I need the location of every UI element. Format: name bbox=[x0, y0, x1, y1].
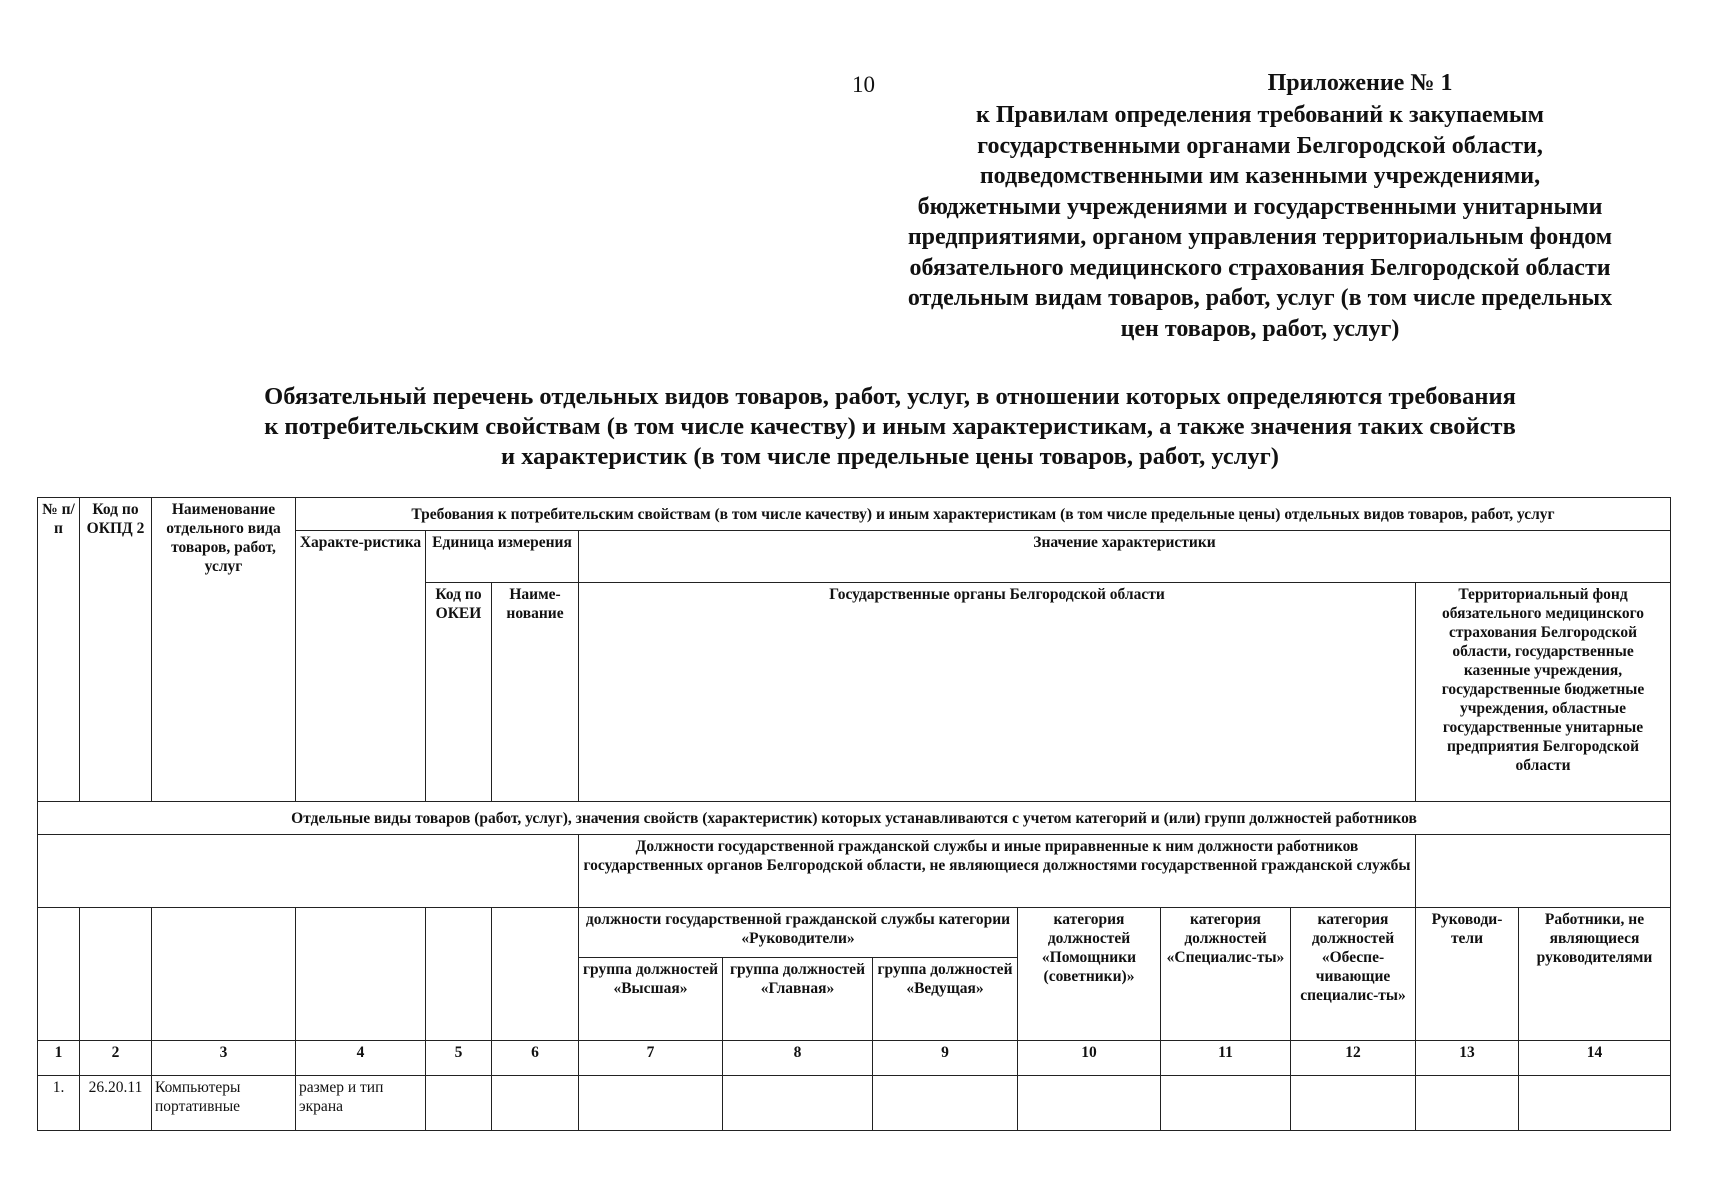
civil-service-header: Должности государственной гражданской службы и иные приравненные к ним должности работников государственных органов Белгородской области, не являющиеся должностями государственной гражданской службы bbox=[579, 835, 1416, 908]
column-number: 11 bbox=[1161, 1041, 1291, 1076]
empty-cell bbox=[1161, 1076, 1291, 1131]
group-leading-header: группа должностей «Ведущая» bbox=[873, 958, 1018, 1041]
table-row bbox=[38, 1076, 1671, 1131]
col-no-header: № п/п bbox=[38, 498, 80, 802]
fund-header: Территориальный фонд обязательного медицинского страхования Белгородской области, государственные казенные учреждения, государственные бюджетные учреждения, областные государственные унитарные предприятия Белгородской области bbox=[1416, 583, 1671, 802]
heads-header: Руководи-тели bbox=[1416, 908, 1519, 1041]
row-name: Компьютеры портативные bbox=[152, 1076, 296, 1131]
row-characteristic: размер и тип экрана bbox=[296, 1076, 426, 1131]
empty-cell bbox=[492, 908, 579, 1041]
heading-line: и характеристик (в том числе предельные цены товаров, работ, услуг) bbox=[501, 443, 1279, 470]
appendix-subtitle-line: цен товаров, работ, услуг) bbox=[1120, 315, 1400, 342]
column-number: 13 bbox=[1416, 1041, 1519, 1076]
column-number: 5 bbox=[426, 1041, 492, 1076]
requirements-header: Требования к потребительским свойствам (в том числе качеству) и иным характеристикам (в том числе предельные цены) отдельных видов товаров, работ, услуг bbox=[296, 498, 1671, 531]
column-number: 14 bbox=[1519, 1041, 1671, 1076]
separate-types-row: Отдельные виды товаров (работ, услуг), значения свойств (характеристик) которых устанавливаются с учетом категорий и (или) групп должностей работников bbox=[38, 802, 1671, 835]
cat-specialists-header: категория должностей «Специалис-ты» bbox=[1161, 908, 1291, 1041]
empty-cell bbox=[723, 1076, 873, 1131]
appendix-subtitle-line: подведомственными им казенными учреждениями, bbox=[979, 163, 1541, 189]
unit-header: Единица измерения bbox=[426, 531, 579, 583]
column-number: 10 bbox=[1018, 1041, 1161, 1076]
column-number: 1 bbox=[38, 1041, 80, 1076]
column-number: 9 bbox=[873, 1041, 1018, 1076]
appendix-subtitle-line: предприятиями, органом управления территориальным фондом bbox=[907, 224, 1613, 250]
appendix-subtitle-line: государственными органами Белгородской области, bbox=[977, 132, 1543, 159]
unit-name-header: Наиме-нование bbox=[492, 583, 579, 802]
empty-cell bbox=[1018, 1076, 1161, 1131]
heading-line: к потребительским свойствам (в том числе качеству) и иным характеристикам, а также значения таких свойств bbox=[264, 413, 1516, 440]
column-number: 2 bbox=[80, 1041, 152, 1076]
empty-cell bbox=[80, 908, 152, 1041]
heading-line: Обязательный перечень отдельных видов товаров, работ, услуг, в отношении которых определяются требования bbox=[264, 383, 1516, 410]
group-highest-header: группа должностей «Высшая» bbox=[579, 958, 723, 1041]
empty-cell bbox=[1416, 1076, 1519, 1131]
cat-support-header: категория должностей «Обеспе-чивающие специалис-ты» bbox=[1291, 908, 1416, 1041]
requirements-table bbox=[37, 497, 1671, 1131]
appendix-subtitle bbox=[860, 100, 1660, 344]
empty-cell bbox=[1416, 835, 1671, 908]
empty-cell bbox=[492, 1076, 579, 1131]
empty-cell bbox=[426, 908, 492, 1041]
empty-cell bbox=[1519, 1076, 1671, 1131]
appendix-subtitle-line: бюджетными учреждениями и государственными унитарными bbox=[917, 193, 1603, 220]
cat-assistants-header: категория должностей «Помощники (советники)» bbox=[1018, 908, 1161, 1041]
column-number: 12 bbox=[1291, 1041, 1416, 1076]
non-heads-header: Работники, не являющиеся руководителями bbox=[1519, 908, 1671, 1041]
col-okpd-header: Код по ОКПД 2 bbox=[80, 498, 152, 802]
empty-cell bbox=[1291, 1076, 1416, 1131]
appendix-title: Приложение № 1 bbox=[1267, 70, 1453, 96]
value-header: Значение характеристики bbox=[579, 531, 1671, 583]
appendix-subtitle-line: обязательного медицинского страхования Белгородской области bbox=[909, 254, 1611, 281]
empty-cell bbox=[38, 835, 579, 908]
characteristic-header: Характе-ристика bbox=[296, 531, 426, 802]
unit-code-header: Код по ОКЕИ bbox=[426, 583, 492, 802]
empty-cell bbox=[152, 908, 296, 1041]
col-name-header: Наименование отдельного вида товаров, работ, услуг bbox=[152, 498, 296, 802]
document-heading bbox=[140, 382, 1640, 472]
column-number: 8 bbox=[723, 1041, 873, 1076]
row-no: 1. bbox=[38, 1076, 80, 1131]
gov-bodies-header: Государственные органы Белгородской области bbox=[579, 583, 1416, 802]
column-number: 6 bbox=[492, 1041, 579, 1076]
appendix-subtitle-line: к Правилам определения требований к закупаемым bbox=[976, 102, 1544, 128]
empty-cell bbox=[873, 1076, 1018, 1131]
appendix-subtitle-line: отдельным видам товаров, работ, услуг (в том числе предельных bbox=[907, 285, 1613, 311]
empty-cell bbox=[426, 1076, 492, 1131]
column-number: 7 bbox=[579, 1041, 723, 1076]
empty-cell bbox=[579, 1076, 723, 1131]
empty-cell bbox=[38, 908, 80, 1041]
row-okpd: 26.20.11 bbox=[80, 1076, 152, 1131]
empty-cell bbox=[296, 908, 426, 1041]
column-numbers-row bbox=[38, 1041, 1671, 1076]
group-main-header: группа должностей «Главная» bbox=[723, 958, 873, 1041]
column-number: 4 bbox=[296, 1041, 426, 1076]
page-number: 10 bbox=[852, 72, 875, 97]
column-number: 3 bbox=[152, 1041, 296, 1076]
leaders-category-header: должности государственной гражданской службы категории «Руководители» bbox=[579, 908, 1018, 958]
